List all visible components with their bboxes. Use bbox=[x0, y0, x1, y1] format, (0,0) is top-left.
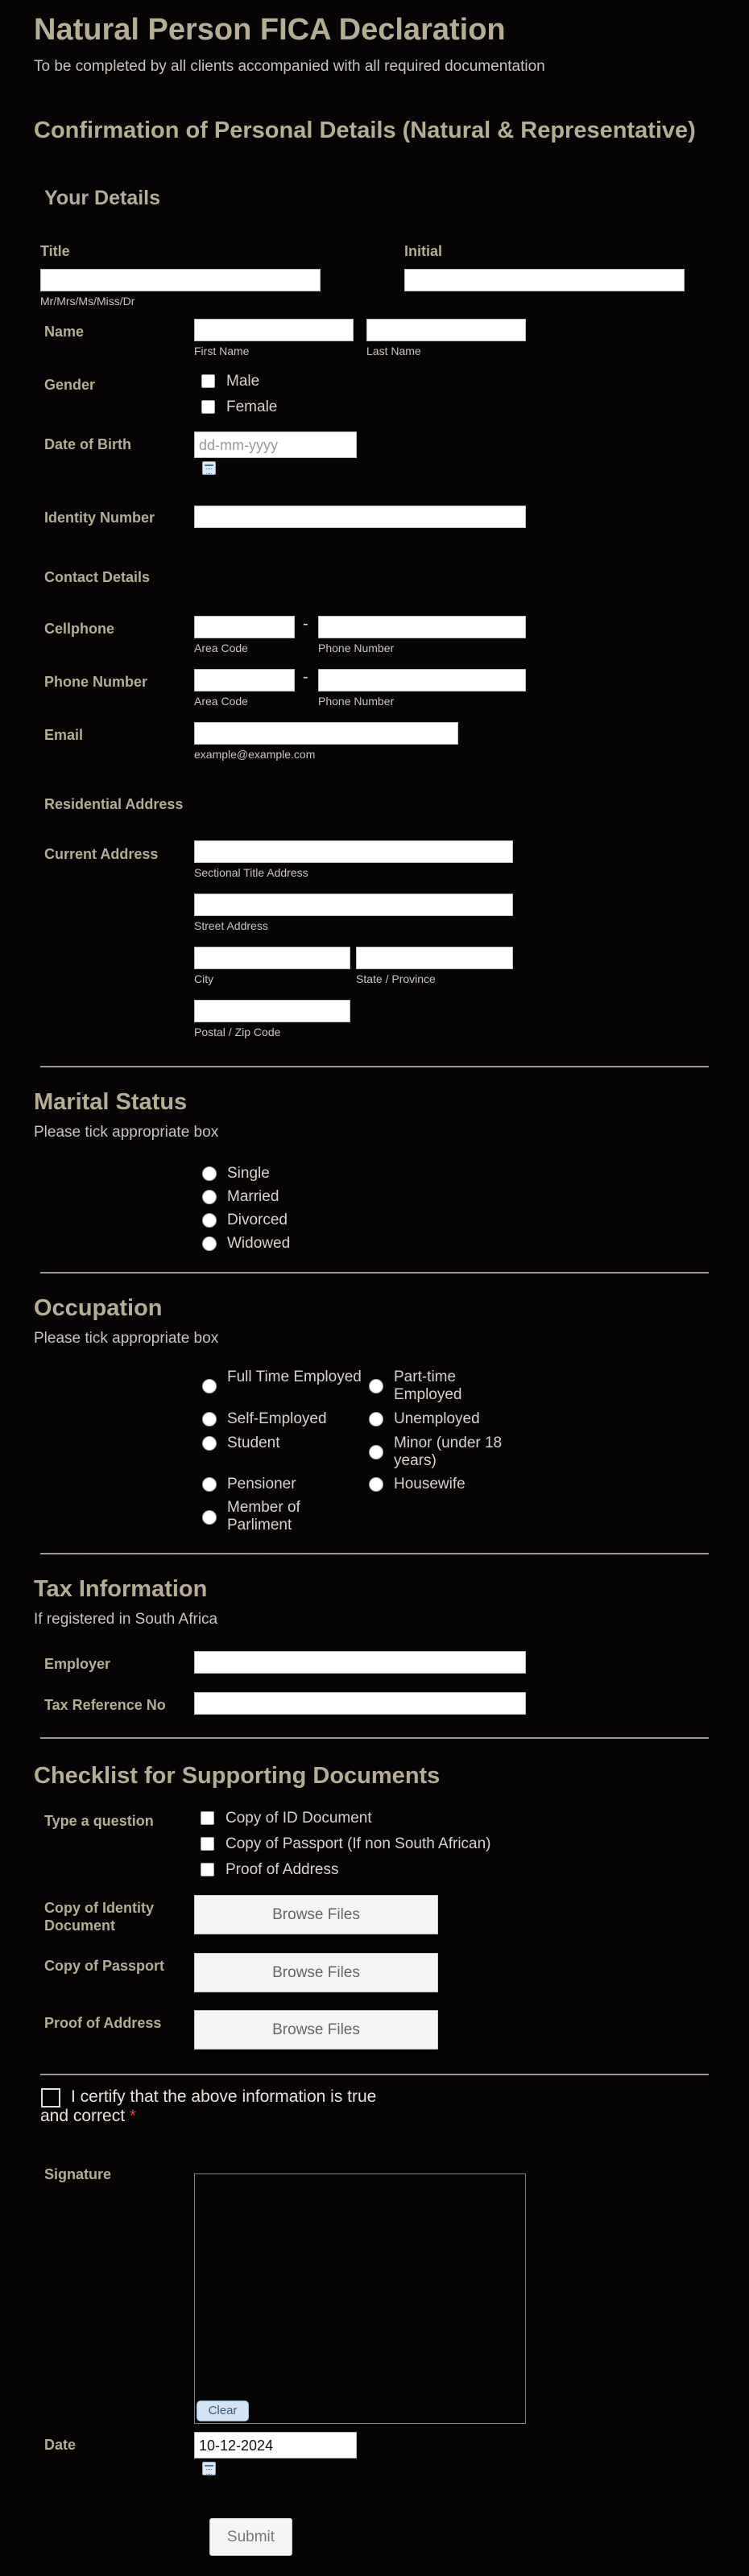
initial-input[interactable] bbox=[404, 269, 685, 291]
id-document-upload-label: Copy of Identity Document bbox=[44, 1900, 154, 1934]
section-divider bbox=[40, 1272, 709, 1274]
dob-input[interactable]: dd-mm-yyyy bbox=[194, 431, 357, 458]
gender-female-checkbox[interactable] bbox=[201, 400, 215, 414]
clear-signature-button[interactable]: Clear bbox=[197, 2401, 249, 2421]
postal-code-hint: Postal / Zip Code bbox=[194, 1026, 281, 1038]
date-label: Date bbox=[44, 2437, 77, 2453]
checklist-passport-label: Copy of Passport (If non South African) bbox=[226, 1835, 491, 1852]
tax-information-description: If registered in South Africa bbox=[34, 1611, 218, 1628]
occupation-heading: Occupation bbox=[34, 1295, 163, 1321]
occupation-student-label: Student bbox=[227, 1435, 280, 1451]
email-label: Email bbox=[44, 727, 84, 743]
checklist-address-checkbox[interactable] bbox=[201, 1863, 214, 1876]
checklist-question-label: Type a question bbox=[44, 1813, 154, 1829]
personal-details-heading: Confirmation of Personal Details (Natural & Representative) bbox=[34, 118, 696, 143]
occupation-housewife-label: Housewife bbox=[394, 1476, 466, 1492]
last-name-hint: Last Name bbox=[366, 345, 421, 357]
page-title: Natural Person FICA Declaration bbox=[34, 13, 506, 47]
occupation-parliament-label: Member of Parliment bbox=[227, 1499, 300, 1534]
marital-married-radio[interactable] bbox=[202, 1190, 217, 1204]
email-input[interactable] bbox=[194, 722, 458, 745]
occupation-description: Please tick appropriate box bbox=[34, 1330, 219, 1347]
title-hint: Mr/Mrs/Ms/Miss/Dr bbox=[40, 295, 135, 308]
section-divider bbox=[40, 1737, 709, 1739]
sectional-title-address-hint: Sectional Title Address bbox=[194, 866, 308, 879]
cellphone-area-code-input[interactable] bbox=[194, 616, 295, 638]
postal-code-input[interactable] bbox=[194, 1000, 350, 1022]
marital-single-label: Single bbox=[227, 1165, 270, 1182]
occupation-self-employed-label: Self-Employed bbox=[227, 1410, 327, 1427]
marital-divorced-radio[interactable] bbox=[202, 1213, 217, 1228]
initial-label: Initial bbox=[404, 243, 443, 259]
marital-status-description: Please tick appropriate box bbox=[34, 1124, 219, 1141]
identity-number-label: Identity Number bbox=[44, 510, 155, 526]
checklist-id-checkbox[interactable] bbox=[201, 1811, 214, 1825]
marital-widowed-radio[interactable] bbox=[202, 1236, 217, 1251]
gender-male-label: Male bbox=[226, 373, 260, 390]
occupation-part-time-label: Part-time Employed bbox=[394, 1368, 462, 1403]
contact-details-heading: Contact Details bbox=[44, 569, 151, 585]
certify-label bbox=[40, 2087, 379, 2126]
occupation-pensioner-radio[interactable] bbox=[202, 1477, 217, 1492]
occupation-student-radio[interactable] bbox=[202, 1436, 217, 1451]
occupation-full-time-radio[interactable] bbox=[202, 1379, 217, 1393]
cellphone-number-input[interactable] bbox=[318, 616, 526, 638]
street-address-input[interactable] bbox=[194, 894, 513, 916]
cellphone-label: Cellphone bbox=[44, 621, 115, 637]
last-name-input[interactable] bbox=[366, 319, 526, 341]
street-address-hint: Street Address bbox=[194, 919, 268, 932]
occupation-full-time-label: Full Time Employed bbox=[227, 1368, 362, 1385]
city-input[interactable] bbox=[194, 947, 350, 969]
marital-widowed-label: Widowed bbox=[227, 1235, 291, 1252]
your-details-heading: Your Details bbox=[44, 187, 161, 209]
name-label: Name bbox=[44, 324, 85, 340]
occupation-part-time-radio[interactable] bbox=[369, 1379, 383, 1393]
checklist-id-label: Copy of ID Document bbox=[226, 1810, 372, 1827]
phone-area-code-input[interactable] bbox=[194, 669, 295, 691]
marital-divorced-label: Divorced bbox=[227, 1212, 288, 1228]
employer-label: Employer bbox=[44, 1656, 111, 1672]
occupation-parliament-radio[interactable] bbox=[202, 1510, 217, 1525]
checklist-heading: Checklist for Supporting Documents bbox=[34, 1763, 441, 1789]
employer-input[interactable] bbox=[194, 1651, 526, 1674]
cellphone-separator: - bbox=[303, 615, 308, 633]
identity-number-input[interactable] bbox=[194, 506, 526, 528]
phone-number-label: Phone Number bbox=[44, 674, 148, 690]
phone-area-code-hint: Area Code bbox=[194, 695, 248, 708]
marital-single-radio[interactable] bbox=[202, 1166, 217, 1181]
occupation-housewife-radio[interactable] bbox=[369, 1477, 383, 1492]
gender-female-label: Female bbox=[226, 398, 278, 415]
cellphone-number-hint: Phone Number bbox=[318, 642, 395, 654]
calendar-icon[interactable] bbox=[202, 2462, 216, 2475]
cellphone-area-code-hint: Area Code bbox=[194, 642, 248, 654]
first-name-input[interactable] bbox=[194, 319, 354, 341]
signature-label: Signature bbox=[44, 2166, 112, 2182]
occupation-minor-radio[interactable] bbox=[369, 1445, 383, 1459]
marital-status-heading: Marital Status bbox=[34, 1089, 188, 1115]
passport-browse-button[interactable]: Browse Files bbox=[194, 1953, 438, 1992]
gender-label: Gender bbox=[44, 377, 96, 393]
occupation-pensioner-label: Pensioner bbox=[227, 1476, 296, 1492]
section-divider bbox=[40, 1553, 709, 1554]
current-address-label: Current Address bbox=[44, 846, 159, 862]
date-input[interactable]: 10-12-2024 bbox=[194, 2432, 357, 2458]
email-hint: example@example.com bbox=[194, 748, 316, 761]
marital-married-label: Married bbox=[227, 1188, 279, 1205]
city-hint: City bbox=[194, 972, 214, 985]
submit-button[interactable]: Submit bbox=[209, 2518, 292, 2556]
address-upload-label: Proof of Address bbox=[44, 2015, 162, 2031]
first-name-hint: First Name bbox=[194, 345, 250, 357]
title-label: Title bbox=[40, 243, 70, 259]
checklist-address-label: Proof of Address bbox=[226, 1861, 339, 1878]
signature-pad[interactable] bbox=[194, 2174, 526, 2424]
tax-reference-label: Tax Reference No bbox=[44, 1697, 166, 1713]
calendar-icon[interactable] bbox=[202, 461, 216, 475]
id-document-browse-button[interactable]: Browse Files bbox=[194, 1895, 438, 1934]
required-mark: * bbox=[129, 2107, 137, 2125]
section-divider bbox=[40, 1066, 709, 1067]
phone-number-hint: Phone Number bbox=[318, 695, 395, 708]
page-subtitle: To be completed by all clients accompanied with all required documentation bbox=[34, 58, 545, 75]
section-divider bbox=[40, 2074, 709, 2075]
passport-upload-label: Copy of Passport bbox=[44, 1958, 165, 1974]
certify-text: I certify that the above information is true and correct bbox=[40, 2087, 377, 2125]
occupation-minor-label: Minor (under 18 years) bbox=[394, 1435, 503, 1469]
tax-information-heading: Tax Information bbox=[34, 1576, 208, 1602]
residential-address-heading: Residential Address bbox=[44, 796, 184, 812]
state-province-hint: State / Province bbox=[356, 972, 436, 985]
tax-reference-input[interactable] bbox=[194, 1692, 526, 1715]
state-province-input[interactable] bbox=[356, 947, 513, 969]
phone-number-input[interactable] bbox=[318, 669, 526, 691]
occupation-self-employed-radio[interactable] bbox=[202, 1412, 217, 1426]
occupation-unemployed-label: Unemployed bbox=[394, 1410, 480, 1427]
checklist-passport-checkbox[interactable] bbox=[201, 1837, 214, 1851]
occupation-unemployed-radio[interactable] bbox=[369, 1412, 383, 1426]
dob-label: Date of Birth bbox=[44, 436, 131, 452]
gender-male-checkbox[interactable] bbox=[201, 374, 215, 388]
sectional-title-address-input[interactable] bbox=[194, 840, 513, 863]
title-input[interactable] bbox=[40, 269, 321, 291]
address-browse-button[interactable]: Browse Files bbox=[194, 2010, 438, 2050]
phone-separator: - bbox=[303, 668, 308, 686]
